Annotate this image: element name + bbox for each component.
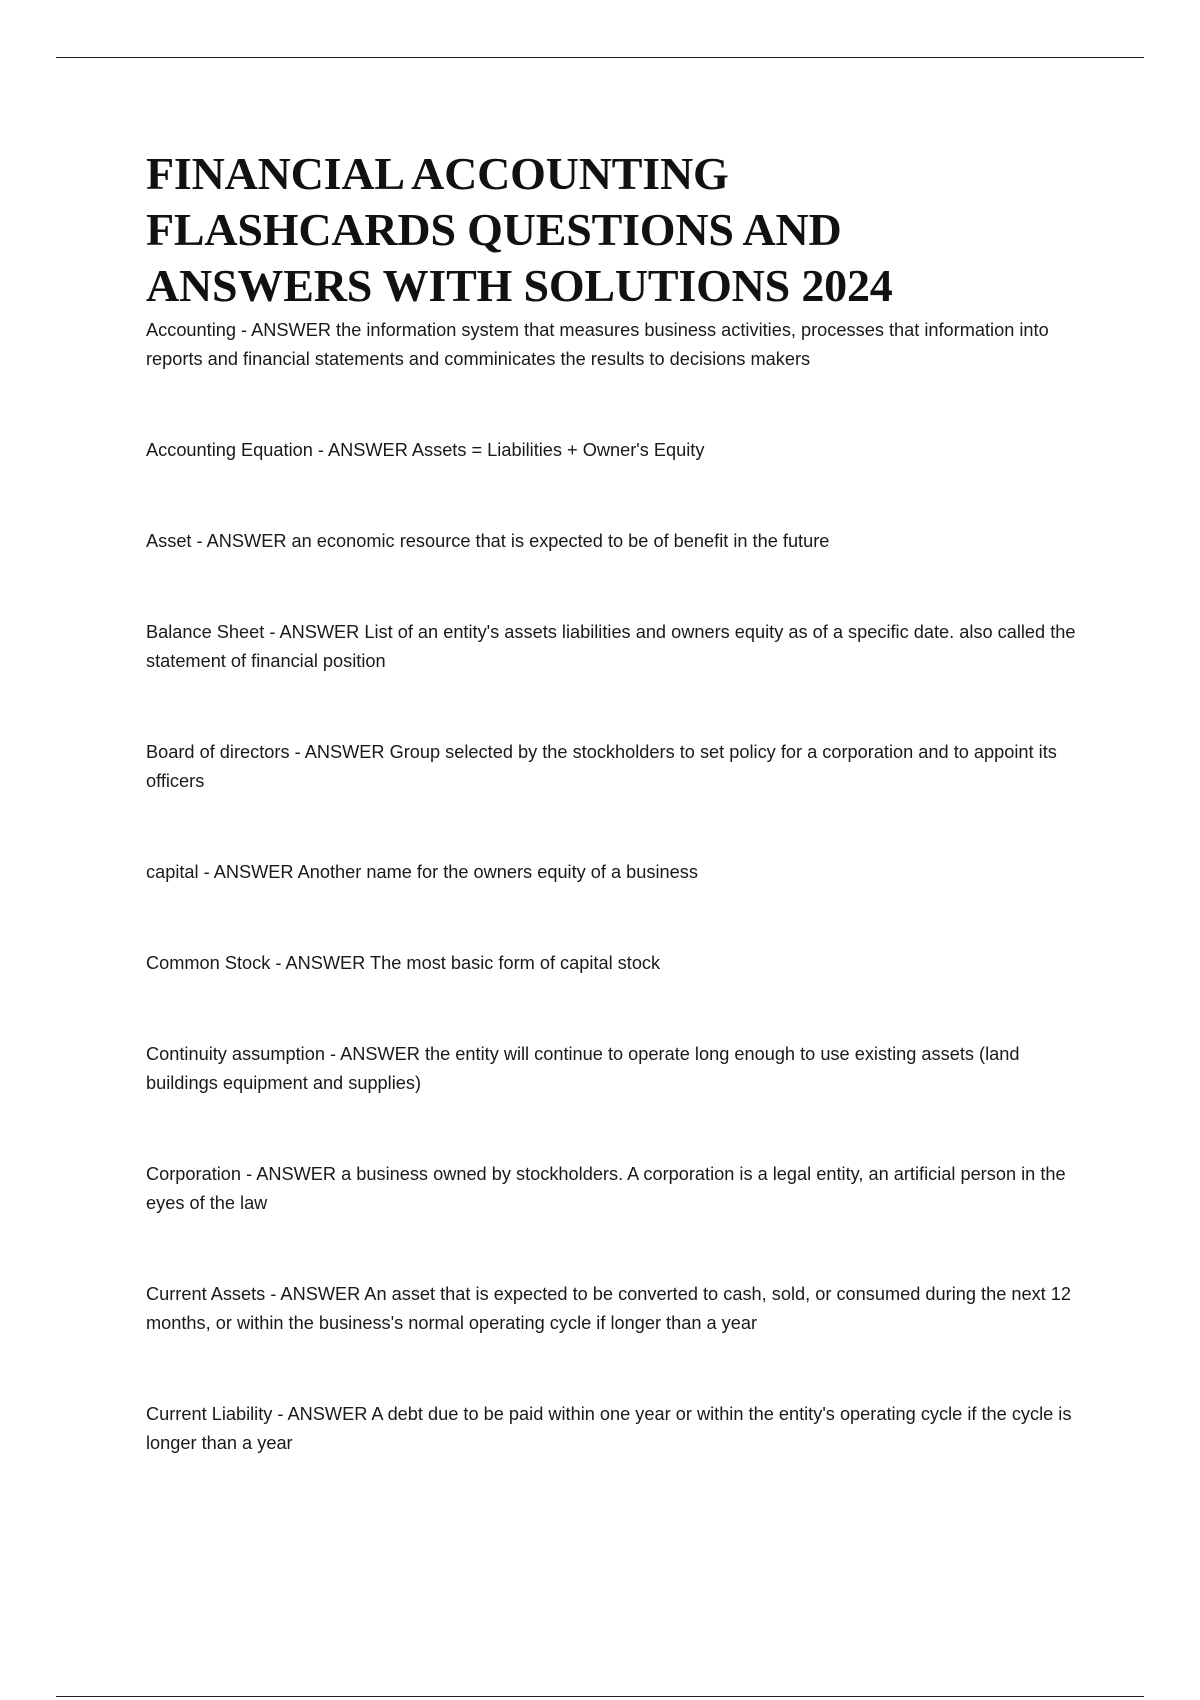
title-line: FLASHCARDS QUESTIONS AND [146,204,842,255]
title-line: FINANCIAL ACCOUNTING [146,148,729,199]
flashcard-accounting-equation: Accounting Equation - ANSWER Assets = Liabilities + Owner's Equity [146,440,705,460]
flashcard-balance-sheet: Balance Sheet - ANSWER List of an entity's assets liabilities and owners equity as of a specific date. also called the statement of financial position [146,622,1076,671]
top-divider [56,57,1144,58]
flashcard-common-stock: Common Stock - ANSWER The most basic form of capital stock [146,953,661,973]
document-body [146,146,1096,1458]
title-line: ANSWERS WITH SOLUTIONS 2024 [146,260,893,311]
flashcard-capital: capital - ANSWER Another name for the owners equity of a business [146,862,698,882]
bottom-divider [56,1696,1144,1697]
document-title [146,146,1096,314]
flashcard-list [146,316,1096,1458]
flashcard-current-liability: Current Liability - ANSWER A debt due to be paid within one year or within the entity's operating cycle if the cycle is longer than a year [146,1404,1072,1453]
flashcard-board-of-directors: Board of directors - ANSWER Group selected by the stockholders to set policy for a corporation and to appoint its officers [146,742,1057,791]
flashcard-corporation: Corporation - ANSWER a business owned by stockholders. A corporation is a legal entity, an artificial person in the eyes of the law [146,1164,1066,1213]
flashcard-current-assets: Current Assets - ANSWER An asset that is expected to be converted to cash, sold, or consumed during the next 12 months, or within the business's normal operating cycle if longer than a year [146,1284,1072,1333]
flashcard-accounting: Accounting - ANSWER the information system that measures business activities, processes that information into reports and financial statements and comminicates the results to decisions makers [146,320,1049,369]
flashcard-asset: Asset - ANSWER an economic resource that is expected to be of benefit in the future [146,531,830,551]
flashcard-continuity-assumption: Continuity assumption - ANSWER the entity will continue to operate long enough to use existing assets (land buildings equipment and supplies) [146,1044,1020,1093]
